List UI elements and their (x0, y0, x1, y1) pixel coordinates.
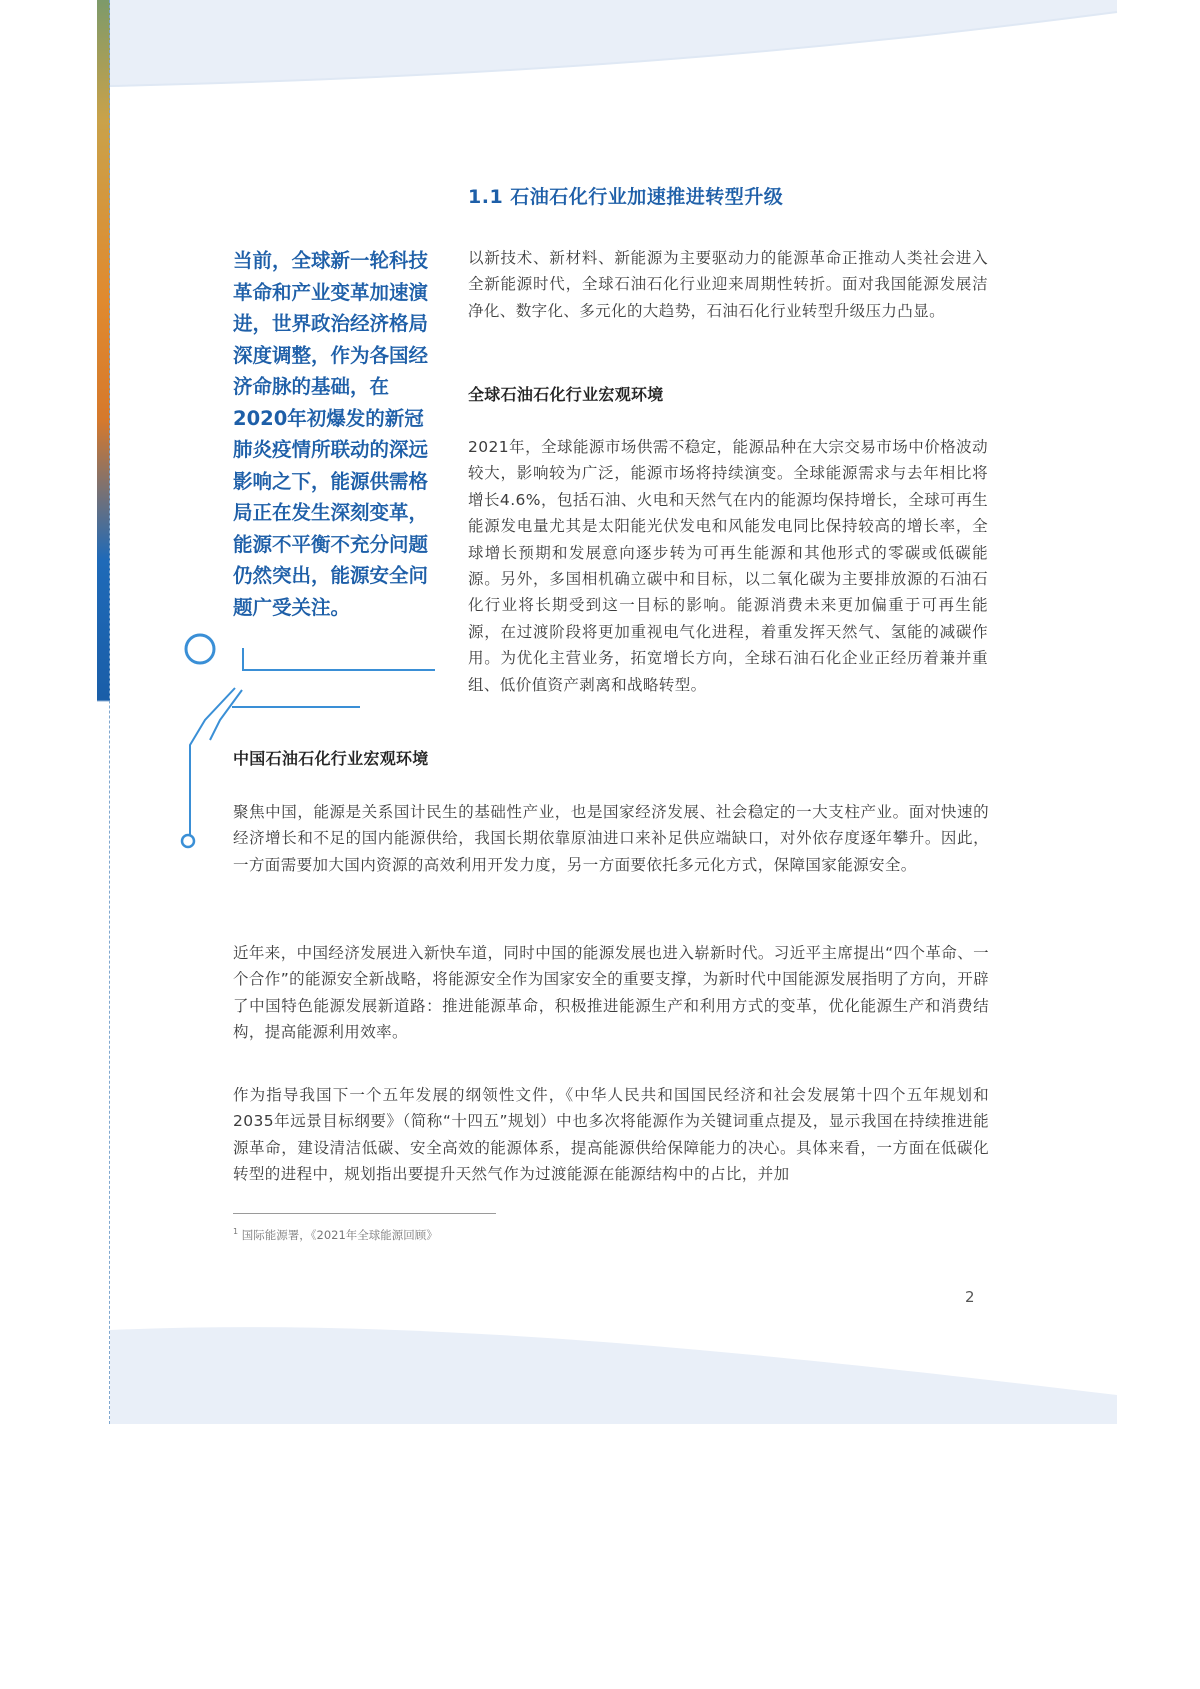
footnote-text: 国际能源署，《2021年全球能源回顾》 (241, 1228, 438, 1242)
footnote-divider (233, 1213, 496, 1214)
intro-paragraph: 以新技术、新材料、新能源为主要驱动力的能源革命正推动人类社会进入全新能源时代，全球石油石化行业迎来周期性转折。面对我国能源发展洁净化、数字化、多元化的大趋势，石油石化行业转型升级压力凸显。 (468, 249, 988, 320)
china-section-heading: 中国石油石化行业宏观环境 (233, 749, 429, 768)
footnote-marker: 1 (233, 1227, 239, 1237)
pull-quote: 当前，全球新一轮科技革命和产业变革加速演进，世界政治经济格局深度调整，作为各国经济命脉的基础，在2020年初爆发的新冠肺炎疫情所联动的深远影响之下，能源供需格局正在发生深刻变革，能源不平衡不充分问题仍然突出，能源安全问题广受关注。 (233, 249, 429, 619)
section-title: 1.1 石油石化行业加速推进转型升级 (468, 186, 784, 208)
page-edge-divider (109, 0, 111, 1424)
footnote (233, 1227, 438, 1243)
page-number: 2 (965, 1288, 975, 1306)
global-section-heading: 全球石油石化行业宏观环境 (468, 385, 664, 404)
global-section-paragraph: 2021年，全球能源市场供需不稳定，能源品种在大宗交易市场中价格波动较大，影响较为广泛，能源市场将持续演变。全球能源需求与去年相比将增长4.6%，包括石油、火电和天然气在内的能源均保持增长，全球可再生能源发电量尤其是太阳能光伏发电和风能发电同比保持较高的增长率，全球增长预期和发展意向逐步转为可再生能源和其他形式的零碳或低碳能源。另外，多国相机确立碳中和目标，以二氧化碳为主要排放源的石油石化行业将长期受到这一目标的影响。能源消费未来更加偏重于可再生能源，在过渡阶段将更加重视电气化进程，着重发挥天然气、氢能的减碳作用。为优化主营业务，拓宽增长方向，全球石油石化企业正经历着兼并重组、低价值资产剥离和战略转型。 (468, 438, 988, 694)
china-paragraph-3: 作为指导我国下一个五年发展的纲领性文件，《中华人民共和国国民经济和社会发展第十四个五年规划和2035年远景目标纲要》（简称“十四五”规划）中也多次将能源作为关键词重点提及，显示我国在持续推进能源革命，建设清洁低碳、安全高效的能源体系，提高能源供给保障能力的决心。具体来看，一方面在低碳化转型的进程中，规划指出要提升天然气作为过渡能源在能源结构中的占比，并加 (233, 1086, 989, 1184)
china-paragraph-2: 近年来，中国经济发展进入新快车道，同时中国的能源发展也进入崭新时代。习近平主席提出“四个革命、一个合作”的能源安全新战略，将能源安全作为国家安全的重要支撑，为新时代中国能源发展指明了方向，开辟了中国特色能源发展新道路：推进能源革命，积极推进能源生产和利用方式的变革，优化能源生产和消费结构，提高能源利用效率。 (233, 944, 989, 1042)
china-paragraph-1: 聚焦中国，能源是关系国计民生的基础性产业，也是国家经济发展、社会稳定的一大支柱产业。面对快速的经济增长和不足的国内能源供给，我国长期依靠原油进口来补足供应端缺口，对外依存度逐年攀升。因此，一方面需要加大国内资源的高效利用开发力度，另一方面要依托多元化方式，保障国家能源安全。 (233, 803, 989, 874)
